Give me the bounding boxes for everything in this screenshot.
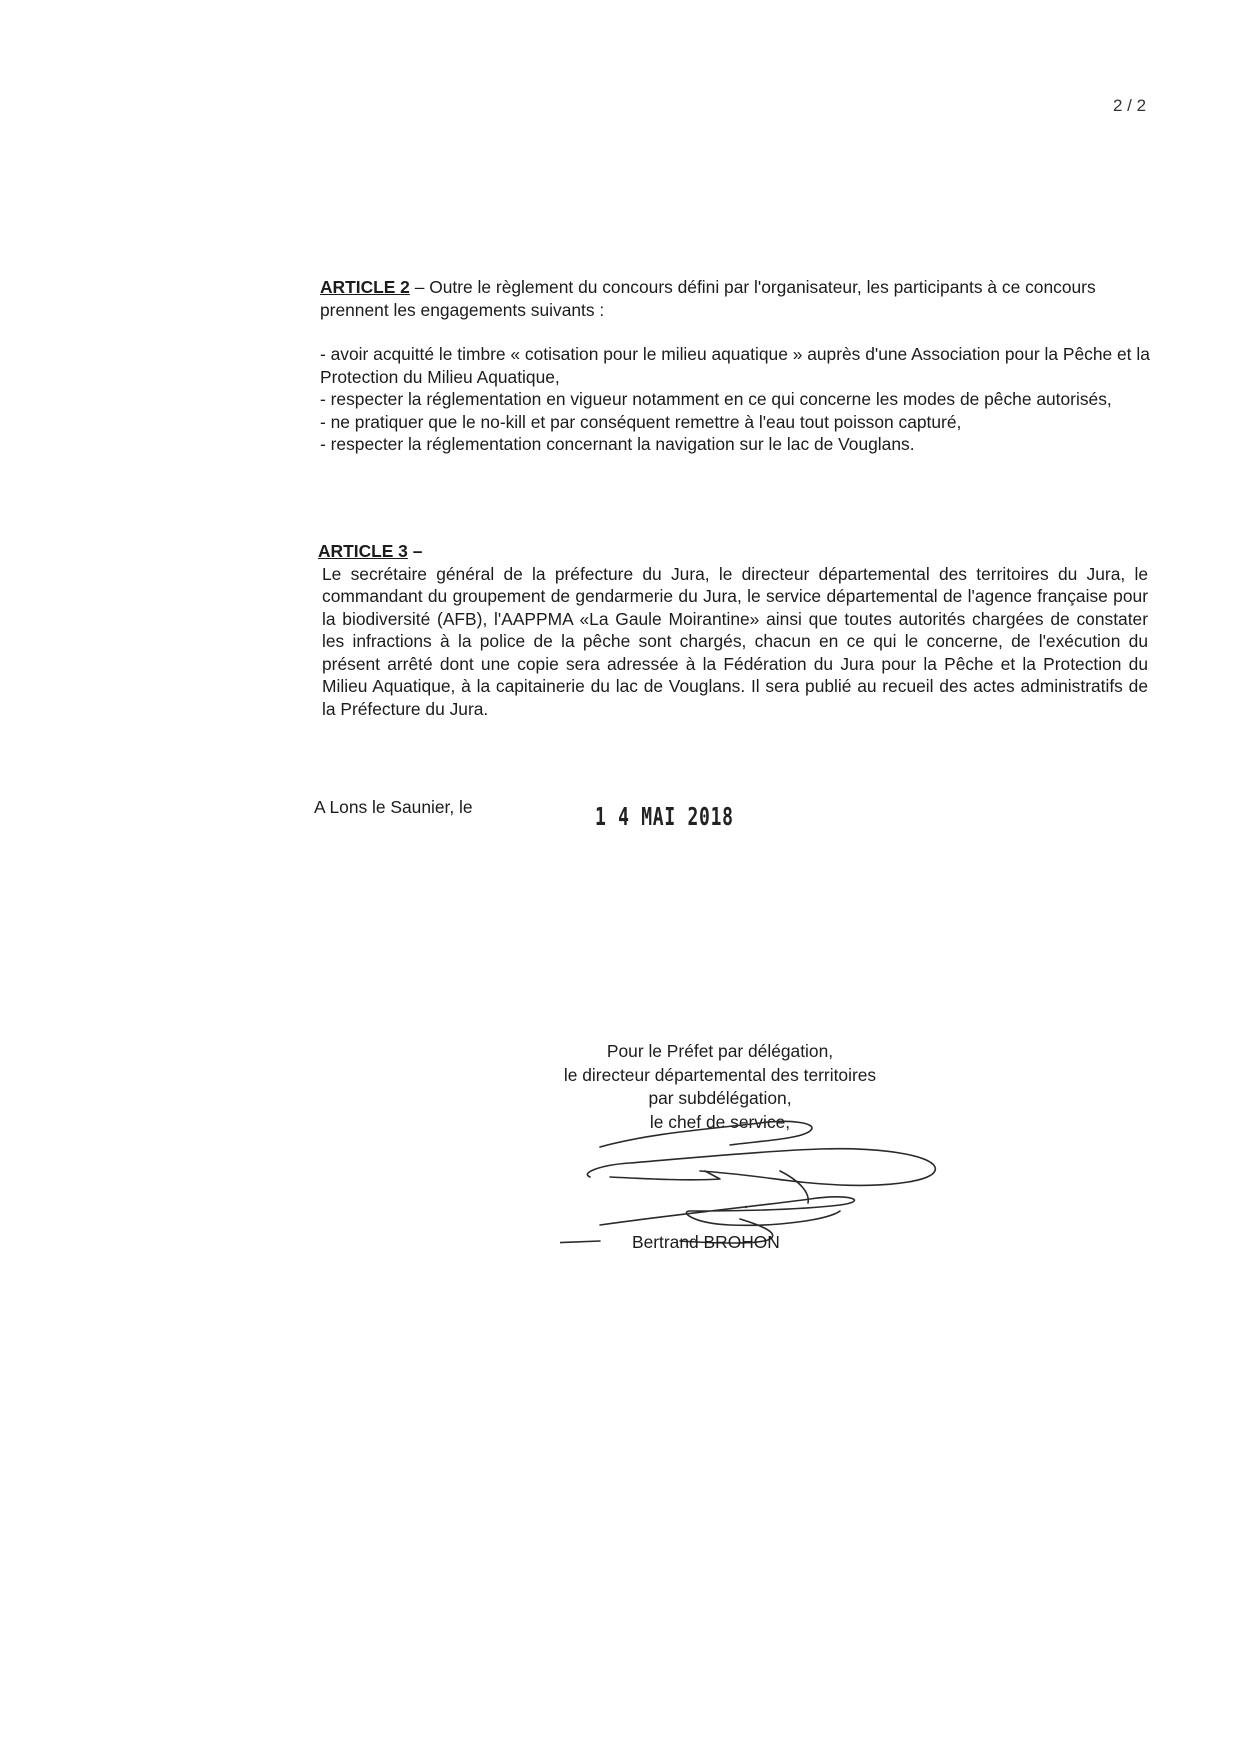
article-2-intro xyxy=(320,276,1150,321)
article-3-heading: ARTICLE 3 xyxy=(318,541,408,561)
signature-line: le chef de service, xyxy=(649,1111,791,1132)
signature-line: par subdélégation, xyxy=(648,1088,792,1108)
page-number: 2 / 2 xyxy=(1113,96,1147,115)
signature-line: le directeur départemental des territoires xyxy=(563,1064,877,1085)
date-stamp: 1 4 MAI 2018 xyxy=(595,802,734,831)
article-3-dash: – xyxy=(407,541,423,561)
signature-line: Pour le Préfet par délégation, xyxy=(606,1041,834,1061)
article-2-heading: ARTICLE 2 xyxy=(320,277,410,297)
article-2-item: - respecter la réglementation en vigueur notamment en ce qui concerne les modes de pêche autorisés, xyxy=(320,389,1112,409)
article-2-item: - respecter la réglementation concernant la navigation sur le lac de Vouglans. xyxy=(320,434,915,454)
article-3-title xyxy=(318,540,1148,563)
article-2-item: - ne pratiquer que le no-kill et par conséquent remettre à l'eau tout poisson capturé, xyxy=(320,411,962,432)
article-2 xyxy=(320,276,1150,456)
article-2-intro-text: – Outre le règlement du concours défini par l'organisateur, les participants à ce concours prennent les engagements suivants : xyxy=(320,277,1096,320)
signatory-name: Bertrand BROHON xyxy=(632,1232,780,1252)
article-2-item: - avoir acquitté le timbre « cotisation pour le milieu aquatique » auprès d'une Association pour la Pêche et la Protection du Milieu Aquatique, xyxy=(320,344,1150,387)
spacer xyxy=(320,321,1150,343)
signing-place: A Lons le Saunier, le xyxy=(314,797,473,817)
article-3 xyxy=(318,540,1148,720)
article-3-body: Le secrétaire général de la préfecture du Jura, le directeur départemental des territoires du Jura, le commandant du groupement de gendarmerie du Jura, le service départemental de l'agence française pour la biodiversité (AFB), l'AAPPMA «La Gaule Moirantine» ainsi que toutes autorités chargées de constater les infractions à la police de la pêche sont chargés, chacun en ce qui le concerne, de l'exécution du présent arrêté dont une copie sera adressée à la Fédération du Jura pour la Pêche et la Protection du Milieu Aquatique, à la capitainerie du lac de Vouglans. Il sera publié au recueil des actes administratifs de la Préfecture du Jura. xyxy=(322,563,1148,719)
